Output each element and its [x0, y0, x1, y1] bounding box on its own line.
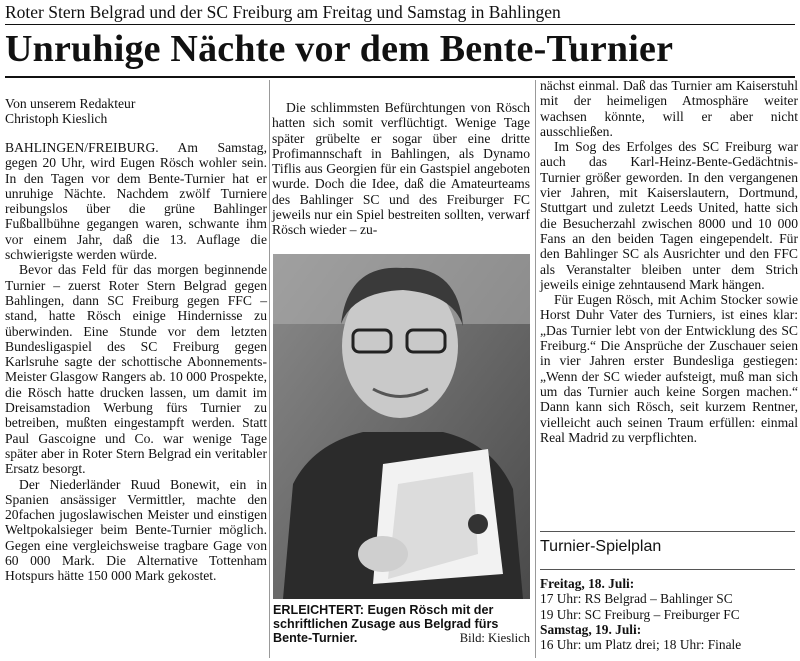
paragraph: Die schlimmsten Befürchtungen von Rösch hatten sich somit verflüchtigt. Wenige Tage später grübelte er sogar über eine dritte Profimannschaft in Bahlingen, als Dynamo Tiflis aus Georgien für ein Gastspiel angeboten wurde. Doch die Idee, daß die Amateurteams des Bahlinger SC und des Freiburger FC jeweils nur ein Spiel bestreiten sollten, verwarf Rösch wieder – zu- — [272, 100, 530, 238]
author-line-1: Von unserem Redakteur — [5, 96, 136, 111]
article-column-3 — [540, 78, 798, 445]
paragraph: Für Eugen Rösch, mit Achim Stocker sowie Horst Duhr Vater des Turniers, ist eines klar: „Das Turnier lebt von der Entwicklung des SC Freiburg.“ Die Ansprüche der Zuschauer seien in vier Jahren erster Bundesliga gestiegen: „Wenn der SC wieder aufsteigt, muß man sich um das Turnier auch keine Sorgen machen.“ Dann kann sich Rösch, seit kurzem Rentner, vielleicht auch seinen Traum erfüllen: einmal Real Madrid zu verpflichten. — [540, 292, 798, 445]
schedule-top-rule — [540, 531, 795, 532]
kicker: Roter Stern Belgrad und der SC Freiburg am Freitag und Samstag in Bahlingen — [5, 2, 561, 22]
column-divider — [269, 80, 270, 658]
kicker-rule — [5, 24, 795, 25]
paragraph: Der Niederländer Ruud Bonewit, ein in Spanien ansässiger Vermittler, machte den 20fachen jugoslawischen Meister und einstigen Weltpokalsieger beim Bente-Turnier möglich. Gegen eine vergleichsweise tragbare Gage von 60 000 Mark. Die Alternative Tottenham Hotspurs hätte 150 000 Mark gekostet. — [5, 476, 267, 584]
schedule-title: Turnier-Spielplan — [540, 538, 662, 555]
photo-credit: Bild: Kieslich — [459, 631, 530, 645]
paragraph: nächst einmal. Daß das Turnier am Kaiserstuhl mit der heimeligen Atmosphäre weiter wachsen könnte, will er aber nicht ausschließen. — [540, 78, 798, 139]
photo-caption — [273, 603, 530, 645]
caption-text: ERLEICHTERT: Eugen Rösch mit der schriftlichen Zusage aus Belgrad fürs Bente-Turnier. — [273, 603, 499, 645]
schedule — [540, 576, 798, 652]
schedule-game: 16 Uhr: um Platz drei; 18 Uhr: Finale — [540, 637, 742, 653]
headline: Unruhige Nächte vor dem Bente-Turnier — [5, 28, 674, 70]
column-divider — [535, 80, 536, 658]
author-byline — [5, 96, 135, 127]
schedule-day: Freitag, 18. Juli: — [540, 576, 635, 591]
schedule-day: Samstag, 19. Juli: — [540, 621, 642, 637]
schedule-title-rule — [540, 569, 795, 570]
article-column-1 — [5, 140, 267, 584]
paragraph: BAHLINGEN/FREIBURG. Am Samstag, gegen 20 Uhr, wird Eugen Rösch wohler sein. In den Tagen vor dem Bente-Turnier hat er unruhige Nächte. Nachdem zwölf Turniere reibungslos über die grüne Bahlinger Fußballbühne gegangen waren, schwante ihm vor einem Jahr, daß die 13. Auflage die schwierigste werden würde. — [5, 140, 267, 263]
article-column-2 — [272, 100, 530, 238]
photo-eugen-roesch — [273, 254, 530, 599]
paragraph: Bevor das Feld für das morgen beginnende Turnier – zuerst Roter Stern Belgrad gegen Bahlingen, dann SC Freiburg gegen FFC – stand, hatte Rösch einige Hindernisse zu überwinden. Eine Stunde vor dem letzten Bundesligaspiel des SC Freiburg gegen Karlsruhe sagte der schottische Abonnements-Meister Glasgow Rangers ab. 10 000 Prospekte, die Rösch hatte drucken lassen, um damit im Dreisamstadion Werbung fürs Turnier zu betreiben, mußten eingestampft werden. Statt Paul Gascoigne und Co. war wenige Tage später aber in Roter Stern Belgrad ein veritabler Ersatz besorgt. — [5, 262, 268, 477]
paragraph: Im Sog des Erfolges des SC Freiburg war auch das Karl-Heinz-Bente-Gedächtnis-Turnier größer geworden. In den vergangenen vier Jahren, mit Kaiserslautern, Dortmund, Stuttgart und zuletzt Leeds United, hatte sich die Besucherzahl zwischen 8000 und 10 000 Fans an den beiden Tagen eingependelt. Für den Bahlinger SC als Ausrichter und den FFC als Veranstalter bleiben unter dem Strich jeweils einige zehntausend Mark hängen. — [540, 139, 798, 292]
author-name: Christoph Kieslich — [5, 111, 108, 127]
schedule-game: 17 Uhr: RS Belgrad – Bahlinger SC — [540, 591, 733, 607]
photo-illustration — [273, 254, 530, 599]
schedule-game: 19 Uhr: SC Freiburg – Freiburger FC — [540, 606, 740, 622]
